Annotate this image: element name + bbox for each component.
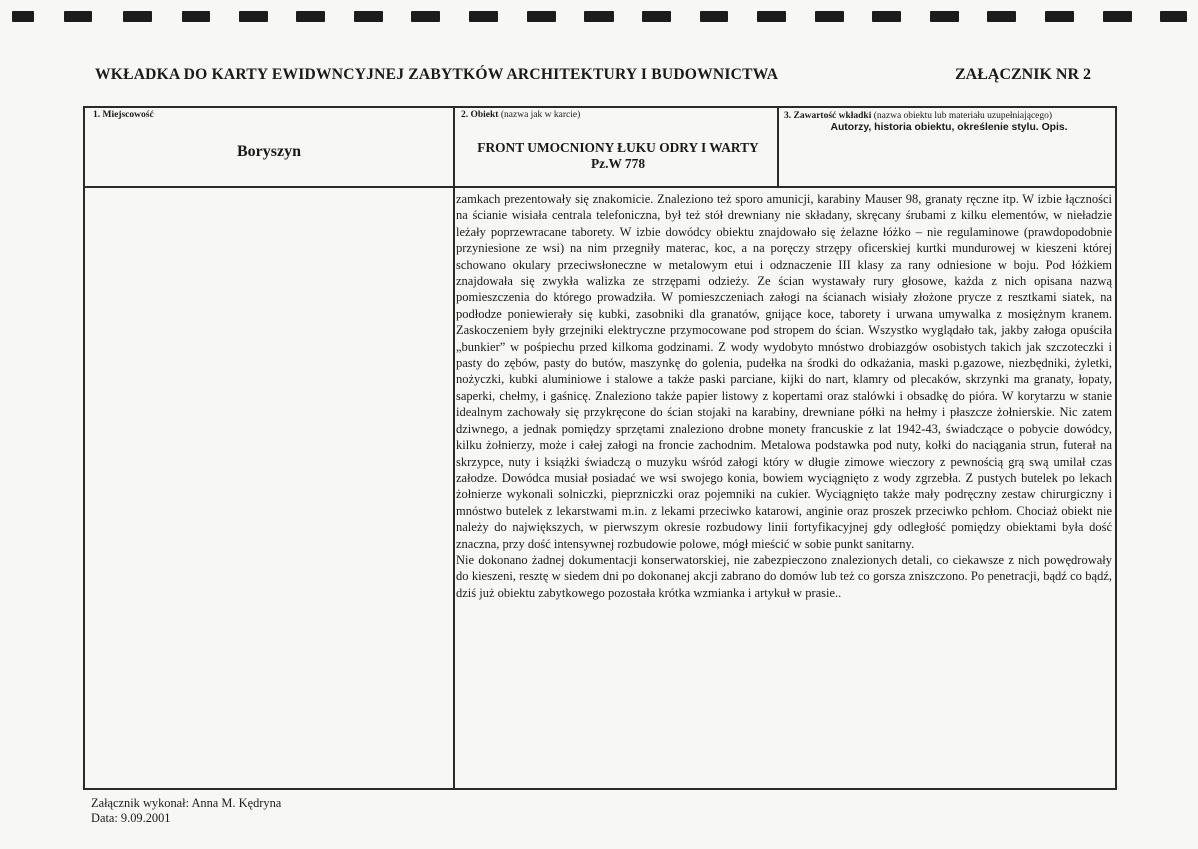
binding-hole	[411, 11, 440, 22]
binding-hole	[182, 11, 210, 22]
author-line: Załącznik wykonał: Anna M. Kędryna	[91, 796, 282, 810]
document-title: WKŁADKA DO KARTY EWIDWNCYJNEJ ZABYTKÓW ARCHITEKTURY I BUDOWNICTWA	[95, 66, 779, 83]
locality-label	[93, 110, 154, 120]
binding-hole	[930, 11, 959, 22]
object-label-hint: (nazwa jak w karcie)	[500, 110, 581, 120]
document-footer	[91, 796, 281, 826]
object-label	[461, 110, 580, 120]
binding-hole	[469, 11, 498, 22]
contents-label-text: Zawartość wkładki	[793, 111, 872, 121]
binding-hole	[757, 11, 786, 22]
column-divider	[453, 108, 455, 788]
document-header	[0, 66, 1198, 88]
binding-holes	[0, 11, 1198, 23]
description-paragraph: Nie dokonano żadnej dokumentacji konserwatorskiej, nie zabezpieczono znalezionych detali, co ciekawsze z nich powędrowały do kieszeni, resztę w siedem dni po dokonanej akcji zabrano do domów lub też co gorsza zniszczono. Po penetracji, bądź co bądź, dziś już obiektu zabytkowego pozostała krótka wzmianka i artykuł w prasie..	[456, 552, 1112, 600]
description-paragraph: zamkach prezentowały się znakomicie. Znaleziono też sporo amunicji, karabiny Mauser 98, granaty ręczne itp. W izbie łączności na ścianie wisiała centrala telefoniczna, był też stół drewniany nie składany, skręcany śrubami z kilku elementów, w nieładzie leżały poprzewracane taborety. W izbie dowódcy obiektu znajdowało się żelazne łóżko – nie regulaminowe (prawdopodobnie przyniesione ze wsi) na nim przegniły materac, koc, a na poręczy strzępy oficerskiej kurtki mundurowej w kieszeni której schowano okulary przeciwsłoneczne w metalowym etui i odznaczenie III klasy za rany odniesione w boju. Pod łóżkiem znajdowała się zwykła walizka ze strzępami odzieży. Ze ścian wystawały rury głosowe, każda z nich opisana nazwą pomieszczenia do którego prowadziła. W pomieszczeniach załogi na ścianach wisiały złożone prycze z resztkami siatek, na podłodze poniewierały się kubki, zasobniki dla granatów, gnijące koce, taborety i urwana umywalka z mosiężnym kranem. Zaskoczeniem były grzejniki elektryczne przymocowane pod stropem do ścian. Wszystko wyglądało tak, jakby załoga opuściła „bunkier” w pośpiechu przed kilkoma godzinami. Z wody wydobyto mnóstwo drobiazgów osobistych takich jak szczoteczki i pasty do zębów, pasty do butów, maszynkę do golenia, pudełka na środki do odkażania, maski p.gazowe, niezbędniki, żyletki, nożyczki, kubki aluminiowe i stalowe a także paski parciane, kijki do nart, klamry od plecaków, skrzynki ma granaty, łopaty, saperki, chełmy, i gaśnicę. Znaleziono także papier listowy z kopertami oraz stalówki i obsadkę do pióra. W korytarzu w stanie idealnym zachowały się przykręcone do ścian stojaki na karabiny, drewniane półki na hełmy i płaszcze żołnierskie. Nic zatem dziwnego, a jednak pomiędzy sprzętami znaleziono drobne monety francuskie z lat 1942-43, świadczące o pobycie dowódcy, kilku żołnierzy, może i całej załogi na froncie zachodnim. Metalowa podstawka pod nuty, kołki do naciągania strun, futerał na skrzypce, nuty i książki świadczą o muzyku wśród załogi który w długie zimowe wieczory z pewnością grą swą umilał czas załodze. Dowódca musiał posiadać we wsi swojego konia, bowiem wyciągnięto z wody zgrzebła. Z pustych butelek po lekach żołnierze wykonali solniczki, pieprzniczki oraz pojemniki na cukier. Wyciągnięto także mały podręczny zestaw chirurgiczny i mnóstwo butelek z lekarstwami m.in. z lekami przeciwko katarowi, anginie oraz proszek przeciwko pchłom. Chociaż obiekt nie należy do największych, w pierwszym okresie rozbudowy linii fortyfikacyjnej gdy odległość pomiędzy obiektami była dość znaczna, przy dość intensywnej rozbudowie polowe, mógł mieścić w sobie punkt sanitarny.	[456, 192, 1112, 551]
contents-label	[784, 111, 1052, 121]
binding-hole	[1103, 11, 1132, 22]
object-name-block	[457, 140, 779, 172]
object-label-text: Obiekt	[470, 110, 499, 120]
contents-number: 3.	[784, 111, 792, 121]
object-name: FRONT UMOCNIONY ŁUKU ODRY I WARTY	[477, 140, 759, 155]
object-code: Pz.W 778	[590, 156, 646, 171]
description-text	[456, 191, 1112, 601]
binding-hole	[239, 11, 268, 22]
date-line: Data: 9.09.2001	[91, 811, 171, 825]
row-divider	[85, 186, 1115, 188]
locality-value: Boryszyn	[237, 143, 301, 160]
binding-hole	[296, 11, 325, 22]
binding-hole	[64, 11, 92, 22]
binding-hole	[700, 11, 728, 22]
binding-hole	[987, 11, 1016, 22]
binding-hole	[642, 11, 671, 22]
binding-hole	[123, 11, 152, 22]
record-form-table	[83, 106, 1117, 790]
contents-label-hint: (nazwa obiektu lub materiału uzupełniającego)	[873, 111, 1053, 121]
binding-hole	[354, 11, 383, 22]
binding-hole	[584, 11, 614, 22]
binding-hole	[872, 11, 901, 22]
locality-number: 1.	[93, 110, 101, 120]
binding-hole	[12, 11, 34, 22]
binding-hole	[815, 11, 844, 22]
binding-hole	[1045, 11, 1074, 22]
binding-hole	[1160, 11, 1187, 22]
binding-hole	[527, 11, 556, 22]
locality-label-text: Miejscowość	[102, 110, 154, 120]
object-number: 2.	[461, 110, 469, 120]
attachment-number: ZAŁĄCZNIK NR 2	[954, 66, 1091, 83]
contents-subtitle: Autorzy, historia obiektu, określenie stylu. Opis.	[830, 122, 1068, 133]
